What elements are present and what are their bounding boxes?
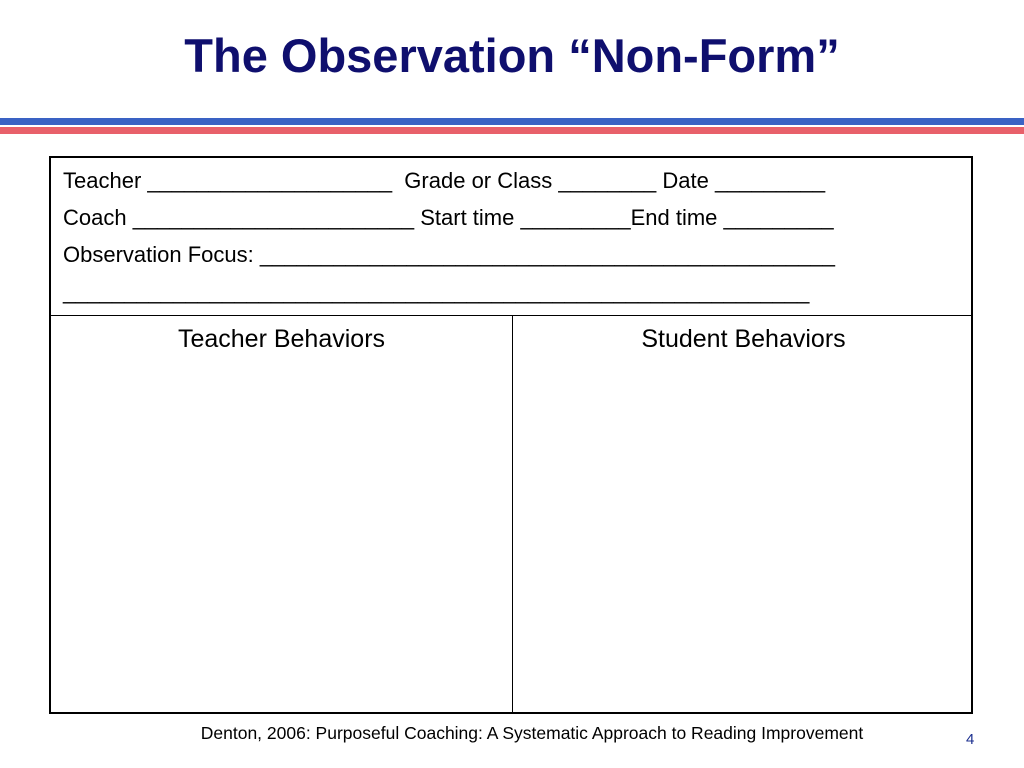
page-number: 4 (966, 731, 975, 748)
citation-footer: Denton, 2006: Purposeful Coaching: A Systematic Approach to Reading Improvement (200, 723, 864, 743)
teacher-grade-date-line: Teacher ____________________ Grade or Class ________ Date _________ (63, 168, 826, 193)
student-behaviors-heading: Student Behaviors (641, 325, 846, 353)
teacher-behaviors-heading: Teacher Behaviors (177, 325, 386, 353)
observation-form-table (49, 156, 973, 714)
form-header-cell (51, 158, 971, 316)
observation-focus-line: Observation Focus: _______________________________________________ (63, 242, 835, 267)
coach-time-line: Coach _______________________ Start time _________End time _________ (63, 205, 834, 230)
title-underline-red (0, 127, 1024, 134)
title-underline-blue (0, 118, 1024, 125)
slide-title: The Observation “Non-Form” (184, 29, 840, 82)
blank-line: _____________________________________________________________ (63, 279, 810, 304)
column-divider (512, 316, 513, 712)
